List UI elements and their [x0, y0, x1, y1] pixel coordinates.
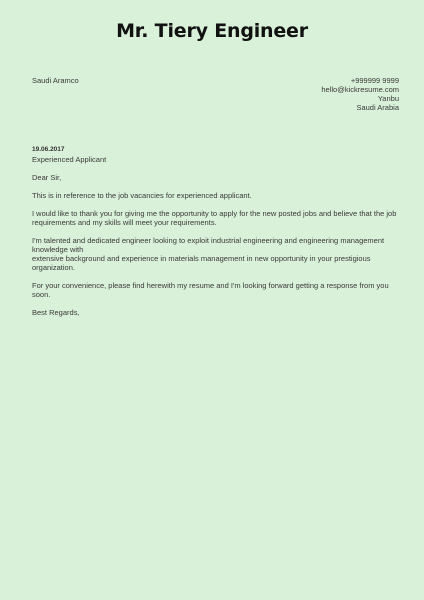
- letter-date: 19.06.2017: [32, 146, 65, 153]
- paragraph-4: For your convenience, please find herewith my resume and I'm looking forward getting a response from you soon.: [32, 281, 389, 299]
- recipient-company: Saudi Aramco: [32, 76, 79, 85]
- contact-block: [321, 76, 399, 112]
- paragraph-3: [32, 236, 402, 272]
- applicant-name-title: Mr. Tiery Engineer: [116, 20, 308, 42]
- paragraph-1: This is in reference to the job vacancies for experienced applicant.: [32, 191, 252, 200]
- city: Yanbu: [377, 94, 399, 103]
- letter-subject: Experienced Applicant: [32, 155, 107, 164]
- letter-body: [32, 145, 402, 317]
- phone-number: +999999 9999: [350, 76, 399, 85]
- salutation: Dear Sir,: [32, 173, 62, 182]
- paragraph-3-line-2: extensive background and experience in materials management in new opportunity in your prestigious organization.: [32, 254, 371, 272]
- country: Saudi Arabia: [356, 103, 399, 112]
- closing: Best Regards,: [32, 308, 80, 317]
- paragraph-2: I would like to thank you for giving me the opportunity to apply for the new posted jobs and believe that the job requirements and my skills will meet your requirements.: [32, 209, 397, 227]
- paragraph-3-line-1: I'm talented and dedicated engineer looking to exploit industrial engineering and engineering management knowledge with: [32, 236, 385, 254]
- email-address: hello@kickresume.com: [321, 85, 399, 94]
